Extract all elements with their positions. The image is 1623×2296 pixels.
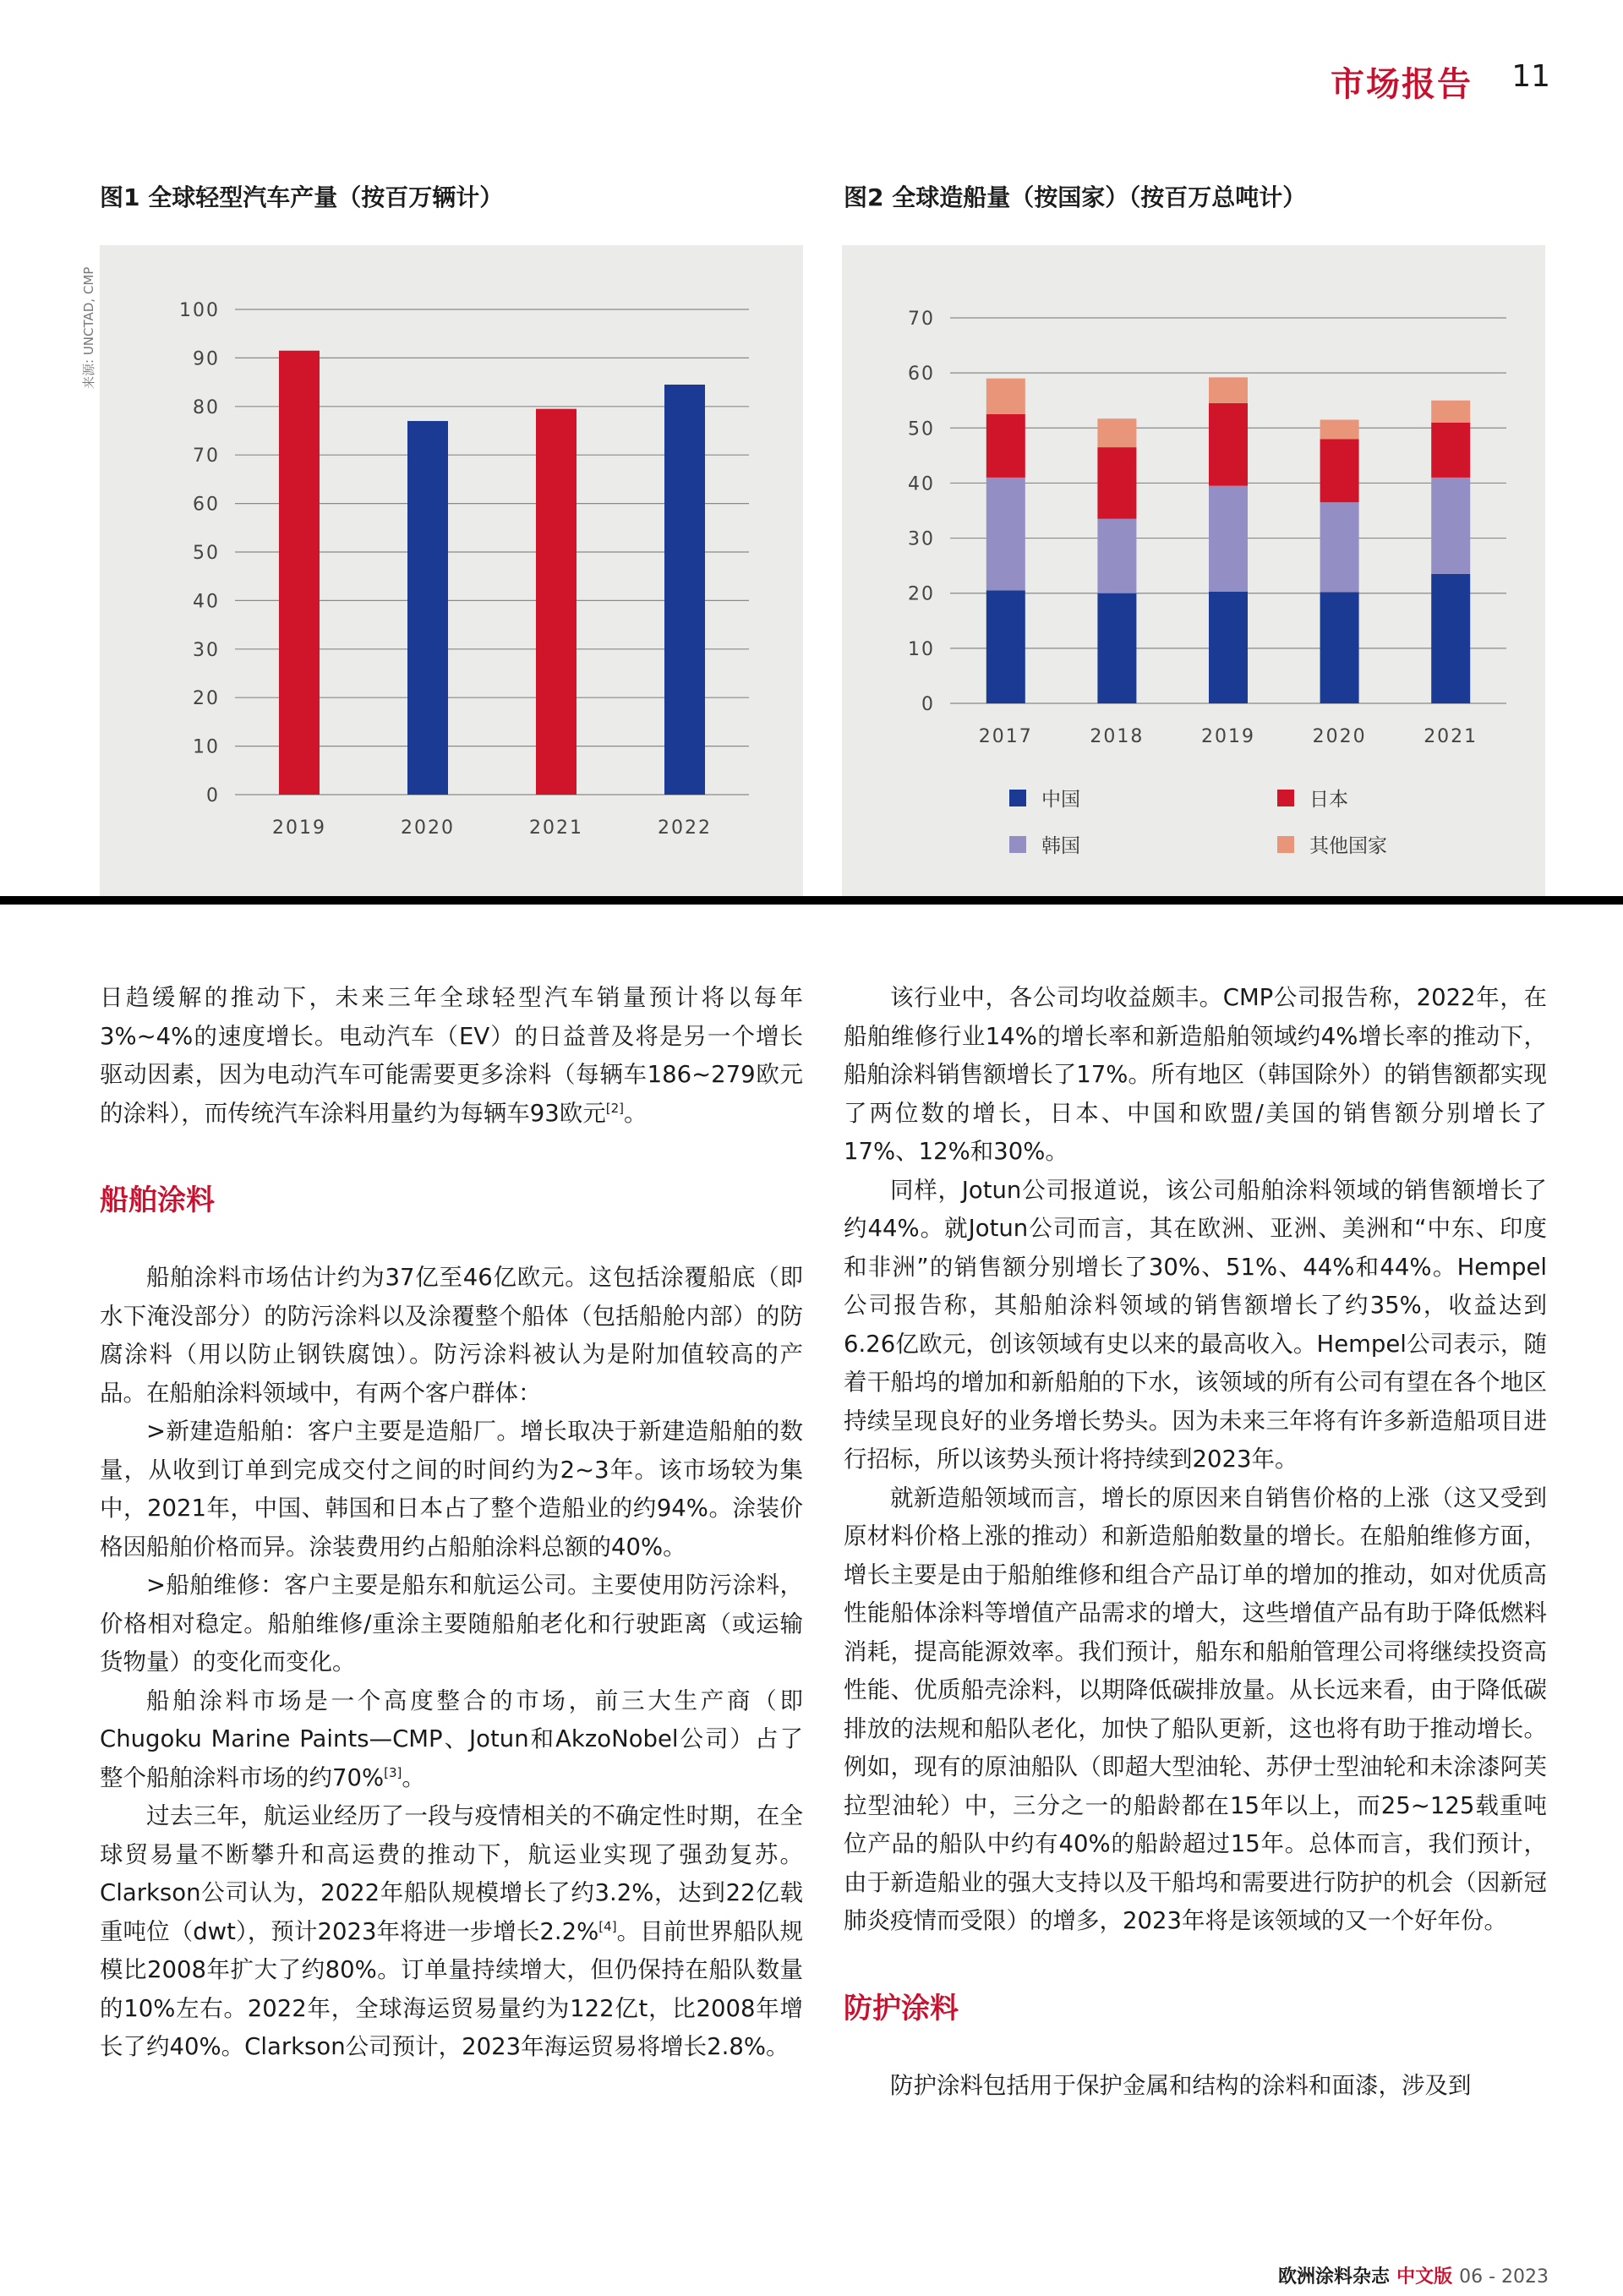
- footer-magazine: 欧洲涂料杂志: [1278, 2266, 1391, 2288]
- right-paragraph-text: 防护涂料包括用于保护金属和结构的涂料和面漆，涉及到: [890, 2071, 1472, 2099]
- chart1-xtick-label: 2020: [401, 817, 455, 839]
- chart1-bar: [407, 421, 448, 795]
- chart1-xtick-label: 2019: [272, 817, 326, 839]
- chart2-legend-label: 日本: [1309, 789, 1348, 811]
- chart2-bar-segment: [1209, 403, 1248, 486]
- chart1-bar: [536, 409, 577, 795]
- left-paragraph-text: 船舶涂料市场是一个高度整合的市场，前三大生产商（即Chugoku Marine Paints—CMP、Jotun和AkzoNobel公司）占了整个船舶涂料市场的约70%: [100, 1686, 803, 1791]
- left-paragraph: [100, 1797, 803, 2067]
- left-reference-marker: [3]: [384, 1764, 402, 1780]
- chart2-xtick-label: 2020: [1312, 726, 1367, 747]
- figure2-panel: [842, 245, 1545, 896]
- chart1-ytick-label: 80: [193, 396, 220, 418]
- footer-issue: 06 - 2023: [1459, 2266, 1549, 2288]
- chart1-ytick-label: 70: [193, 446, 220, 467]
- left-paragraph: [100, 1682, 803, 1798]
- chart1-xtick-label: 2021: [529, 817, 583, 839]
- figure1-source-text: 来源: UNCTAD, CMP: [81, 266, 96, 389]
- chart1: [100, 245, 803, 896]
- chart1-ytick-label: 60: [193, 494, 220, 516]
- chart2-bar-segment: [1431, 423, 1470, 478]
- chart2-ytick-label: 40: [908, 473, 935, 495]
- left-paragraph-text: >新建造船舶：客户主要是造船厂。增长取决于新建造船舶的数量，从收到订单到完成交付之间的时间约为2~3年。该市场较为集中，2021年，中国、韩国和日本占了整个造船业的约94%。涂装价格因船舶价格而异。涂装费用约占船舶涂料总额的40%。: [100, 1418, 803, 1561]
- left-paragraph: [100, 1566, 803, 1682]
- chart2-bar-segment: [1209, 592, 1248, 703]
- chart2-ytick-label: 50: [908, 418, 935, 440]
- chart1-ytick-label: 30: [193, 639, 220, 661]
- figure1-source: [76, 254, 98, 389]
- chart1-ytick-label: 50: [193, 543, 220, 564]
- chart2-bar-segment: [986, 590, 1025, 703]
- chart2-legend-label: 中国: [1041, 789, 1080, 811]
- left-paragraph-tail: 。目前世界船队规模比2008年扩大了约80%。订单量持续增大，但仍保持在船队数量的10%左右。2022年，全球海运贸易量约为122亿t，比2008年增长了约40%。Clarkson公司预计，2023年海运贸易将增长2.8%。: [100, 1917, 803, 2060]
- chart2-legend-swatch: [1009, 836, 1026, 853]
- chart2-legend-swatch: [1009, 790, 1026, 806]
- chart2-bar-segment: [986, 379, 1025, 414]
- right-paragraph-text: 就新造船领域而言，增长的原因来自销售价格的上涨（这又受到原材料价格上涨的推动）和新造船舶数量的增长。在船舶维修方面，增长主要是由于船舶维修和组合产品订单的增加的推动，如对优质高性能船体涂料等增值产品需求的增大，这些增值产品有助于降低燃料消耗，提高能源效率。我们预计，船东和船舶管理公司将继续投资高性能、优质船壳涂料，以期降低碳排放量。从长远来看，由于降低碳排放的法规和船队老化，加快了船队更新，这也将有助于推动增长。例如，现有的原油船队（即超大型油轮、苏伊士型油轮和未涂漆阿芙拉型油轮）中，三分之一的船龄都在15年以上，而25~125载重吨位产品的船队中约有40%的船龄超过15年。总体而言，我们预计，由于新造船业的强大支持以及干船坞和需要进行防护的机会（因新冠肺炎疫情而受限）的增多，2023年将是该领域的又一个好年份。: [844, 1484, 1547, 1934]
- right-paragraph: [844, 1172, 1547, 1479]
- right-heading: 防护涂料: [844, 1991, 959, 2025]
- chart1-ytick-label: 40: [193, 591, 220, 613]
- left-paragraph-text: 过去三年，航运业经历了一段与疫情相关的不确定性时期，在全球贸易量不断攀升和高运费的推动下，航运业实现了强劲复苏。Clarkson公司认为，2022年船队规模增长了约3.2%，达到22亿载重吨位（dwt），预计2023年将进一步增长2.2%: [100, 1802, 803, 1945]
- right-paragraph: [844, 979, 1547, 1172]
- chart1-ytick-label: 0: [206, 785, 220, 806]
- chart1-bar: [279, 351, 320, 795]
- footer-edition: 中文版: [1396, 2266, 1453, 2288]
- left-paragraph: [100, 1259, 803, 1413]
- left-reference-marker: [4]: [598, 1918, 617, 1934]
- chart1-ytick-label: 100: [179, 300, 220, 321]
- left-paragraph-text: 船舶涂料市场估计约为37亿至46亿欧元。这包括涂覆船底（即水下淹没部分）的防污涂料以及涂覆整个船体（包括船舱内部）的防腐涂料（用以防止钢铁腐蚀）。防污涂料被认为是附加值较高的产品。在船舶涂料领域中，有两个客户群体：: [100, 1264, 803, 1407]
- left-paragraph-text: >船舶维修：客户主要是船东和航运公司。主要使用防污涂料，价格相对稳定。船舶维修/重涂主要随船舶老化和行驶距离（或运输货物量）的变化而变化。: [100, 1572, 803, 1676]
- right-column: [844, 979, 1547, 2105]
- chart2-ytick-label: 0: [921, 694, 935, 715]
- chart2-bar-segment: [1431, 401, 1470, 423]
- chart2-xtick-label: 2017: [978, 726, 1033, 747]
- chart2-ytick-label: 20: [908, 583, 935, 605]
- chart2-xtick-label: 2019: [1201, 726, 1255, 747]
- chart2-ytick-label: 30: [908, 528, 935, 550]
- chart2-ytick-label: 10: [908, 638, 935, 660]
- chart2-bar-segment: [986, 414, 1025, 478]
- chart2-bar-segment: [1097, 447, 1136, 519]
- chart2-legend-label: 韩国: [1041, 835, 1080, 857]
- chart2-bar-segment: [1431, 574, 1470, 703]
- chart2-bar-segment: [1320, 502, 1359, 592]
- figure1-panel: [100, 245, 803, 896]
- chart1-ytick-label: 10: [193, 736, 220, 758]
- chart2-legend-swatch: [1277, 790, 1294, 806]
- section-divider: [0, 896, 1623, 905]
- chart2-ytick-label: 60: [908, 364, 935, 385]
- chart2-legend-swatch: [1277, 836, 1294, 853]
- chart2-bar-segment: [1209, 486, 1248, 592]
- left-column: [100, 979, 803, 2067]
- right-paragraph-text: 该行业中，各公司均收益颇丰。CMP公司报告称，2022年，在船舶维修行业14%的增长率和新造船舶领域约4%增长率的推动下，船舶涂料销售额增长了17%。所有地区（韩国除外）的销售额都实现了两位数的增长，日本、中国和欧盟/美国的销售额分别增长了17%、12%和30%。: [844, 984, 1547, 1165]
- chart2-ytick-label: 70: [908, 309, 935, 330]
- chart2-xtick-label: 2021: [1424, 726, 1478, 747]
- figure2-title: 图2 全球造船量（按国家）（按百万总吨计）: [844, 183, 1307, 211]
- chart2-legend-label: 其他国家: [1309, 835, 1387, 857]
- chart2-bar-segment: [1097, 418, 1136, 447]
- left-paragraph-tail: 。: [624, 1099, 648, 1127]
- chart1-ytick-label: 20: [193, 688, 220, 710]
- left-reference-marker: [2]: [605, 1100, 624, 1116]
- right-paragraph: [844, 2067, 1547, 2106]
- chart2-bar-segment: [1431, 478, 1470, 574]
- chart2-bar-segment: [1097, 519, 1136, 593]
- chart2-xtick-label: 2018: [1090, 726, 1145, 747]
- left-paragraph-text: 日趋缓解的推动下，未来三年全球轻型汽车销量预计将以每年3%~4%的速度增长。电动汽车（EV）的日益普及将是另一个增长驱动因素，因为电动汽车可能需要更多涂料（每辆车186~279欧元的涂料），而传统汽车涂料用量约为每辆车93欧元: [100, 984, 803, 1127]
- header-section-title: 市场报告: [1331, 65, 1473, 104]
- figure1-title: 图1 全球轻型汽车产量（按百万辆计）: [100, 183, 504, 211]
- left-paragraph: [100, 1413, 803, 1566]
- chart2-bar-segment: [986, 478, 1025, 591]
- chart2: [842, 245, 1545, 896]
- left-heading: 船舶涂料: [100, 1184, 215, 1217]
- chart1-bar: [664, 385, 705, 795]
- chart1-xtick-label: 2022: [658, 817, 712, 839]
- chart2-bar-segment: [1320, 592, 1359, 703]
- footer: [1278, 2262, 1549, 2288]
- left-paragraph: [100, 979, 803, 1133]
- chart2-bar-segment: [1320, 420, 1359, 440]
- right-paragraph-text: 同样，Jotun公司报道说，该公司船舶涂料领域的销售额增长了约44%。就Jotun公司而言，其在欧洲、亚洲、美洲和“中东、印度和非洲”的销售额分别增长了30%、51%、44%和44%。Hempel公司报告称，其船舶涂料领域的销售额增长了约35%，收益达到6.26亿欧元，创该领域有史以来的最高收入。Hempel公司表示，随着干船坞的增加和新船舶的下水，该领域的所有公司有望在各个地区持续呈现良好的业务增长势头。因为未来三年将有许多新造船项目进行招标，所以该势头预计将持续到2023年。: [844, 1176, 1547, 1473]
- chart1-ytick-label: 90: [193, 348, 220, 370]
- chart2-bar-segment: [1320, 439, 1359, 502]
- right-paragraph: [844, 1479, 1547, 1941]
- chart2-bar-segment: [1097, 593, 1136, 703]
- chart2-bar-segment: [1209, 377, 1248, 403]
- page-number: 11: [1511, 59, 1550, 94]
- left-paragraph-tail: 。: [402, 1763, 425, 1791]
